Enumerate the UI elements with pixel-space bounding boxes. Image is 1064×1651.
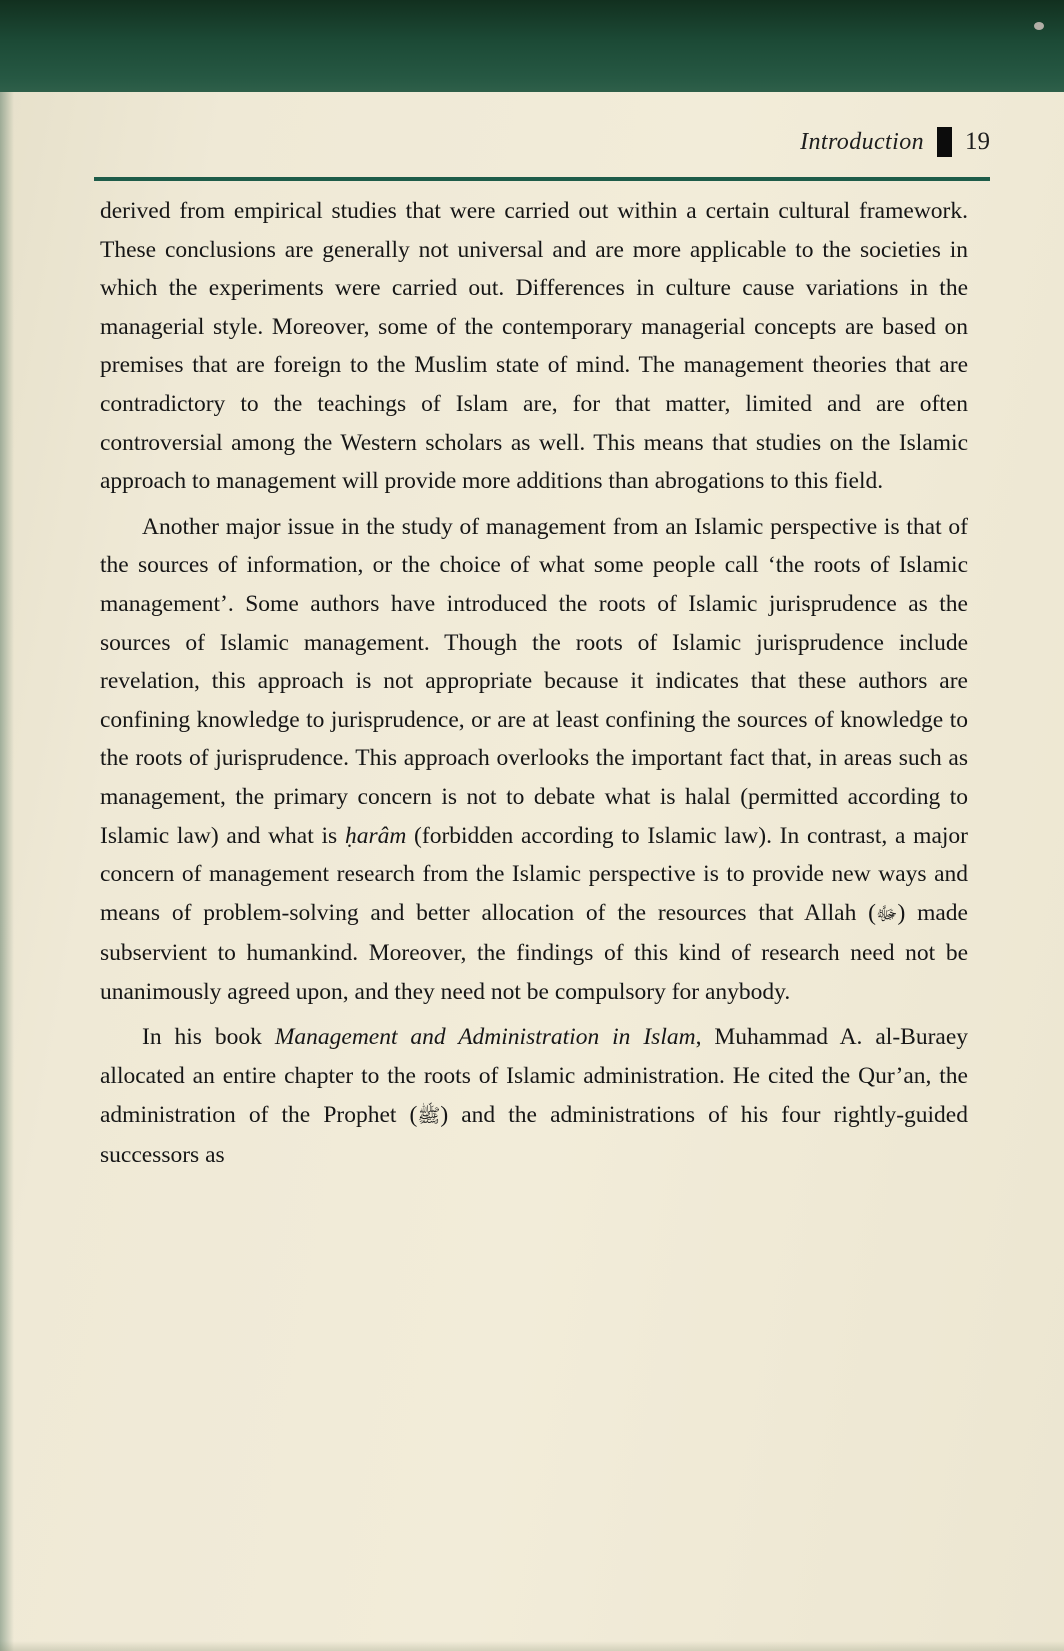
text-segment: ) made subservient to humankind. Moreover, the findings of this kind of research need not be unanimously agreed upon, and they need not be compulsory for anybody. xyxy=(100,899,968,1005)
body-text xyxy=(100,192,968,1182)
text-segment: (forbidden according to Islamic law). In contrast, a major concern of management research from the Islamic perspective is to provide new ways and means of problem-solving and better allocation of the resources that Allah ( xyxy=(100,822,968,926)
arabic-honorific-glyph: ﷻ xyxy=(876,903,898,925)
text-segment: In his book xyxy=(142,1024,275,1051)
chapter-title: Introduction xyxy=(800,128,924,155)
header-rule xyxy=(94,177,990,181)
paragraph-1 xyxy=(100,192,968,501)
header-divider-block xyxy=(937,127,952,157)
text-segment: ḥarâm xyxy=(344,822,407,849)
paragraph-3 xyxy=(100,1018,968,1174)
scan-bottom-edge-shadow xyxy=(0,1641,1064,1651)
text-segment: , Muhammad A. al-Buraey allocated an entire chapter to the roots of Islamic administration. He cited the Qur’an, the administration of the Prophet ( xyxy=(100,1024,969,1128)
arabic-honorific-glyph: ﷺ xyxy=(417,1105,441,1127)
text-segment: Another major issue in the study of management from an Islamic perspective is that of the sources of information, or the choice of what some people call ‘the roots of Islamic management’. Some authors have introduced the roots of Islamic jurisprudence as the sources of Islamic management. Though the roots of Islamic jurisprudence include revelation, this approach is not appropriate because it indicates that these authors are confining knowledge to jurisprudence, or are at least confining the sources of knowledge to the roots of jurisprudence. This approach overlooks the important fact that, in areas such as management, the primary concern is not to debate what is halal (permitted according to Islamic law) and what is xyxy=(100,513,968,849)
page-number: 19 xyxy=(965,128,990,155)
text-segment: derived from empirical studies that were carried out within a certain cultural framework. These conclusions are generally not universal and are more applicable to the societies in which the experiments were carried out. Differences in culture cause variations in the managerial style. Moreover, some of the contemporary managerial concepts are based on premises that are foreign to the Muslim state of mind. The management theories that are contradictory to the teachings of Islam are, for that matter, limited and are often controversial among the Western scholars as well. This means that studies on the Islamic approach to management will provide more additions than abrogations to this field. xyxy=(100,198,968,495)
scan-left-edge-shadow xyxy=(0,92,14,1651)
scan-top-band xyxy=(0,0,1064,92)
running-header xyxy=(800,127,990,157)
scan-speck xyxy=(1034,22,1044,30)
text-segment: Management and Administration in Islam xyxy=(274,1024,696,1051)
paragraph-2 xyxy=(100,508,968,1012)
text-segment: ) and the administrations of his four rightly-guided successors as xyxy=(100,1101,968,1169)
